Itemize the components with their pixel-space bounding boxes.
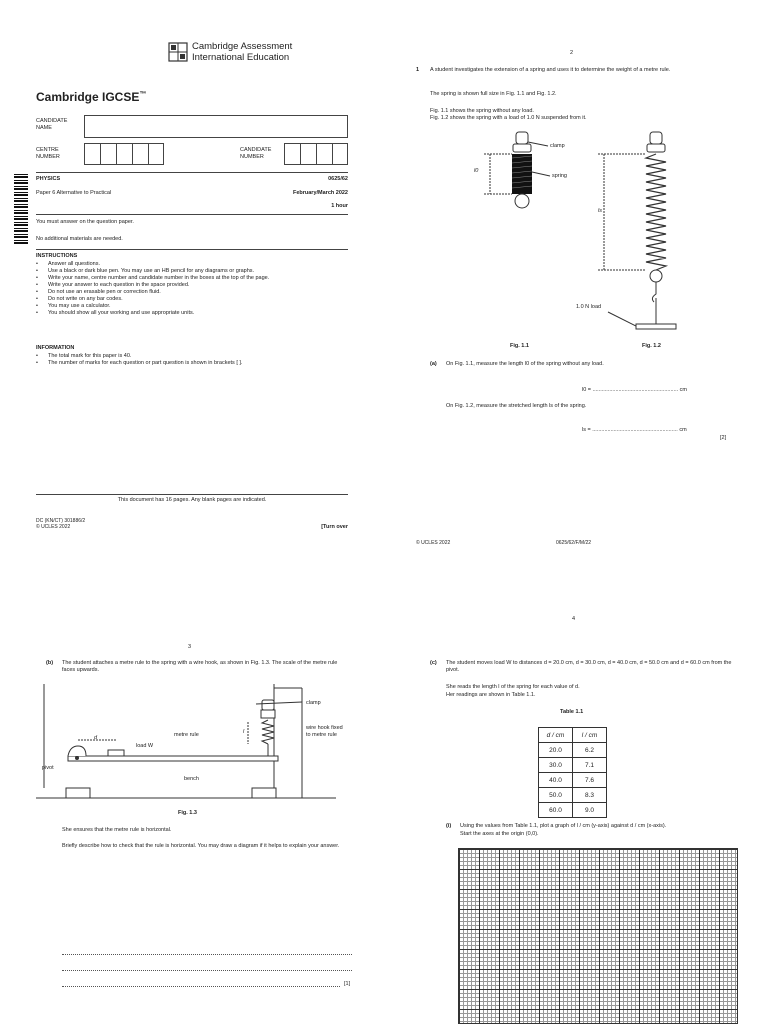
page-2 [384,0,768,560]
table-cell: 6.2 [573,743,607,758]
marks: [1] [344,981,351,987]
footer-copyright: © UCLES 2022 [36,524,71,530]
answer-ls[interactable]: ls = ........................................................ cm [582,427,687,433]
subject: PHYSICS [36,176,61,182]
label-wire-hook: wire hook fixed to metre rule [306,725,343,738]
label-load: 1.0 N load [576,304,602,310]
duration: 1 hour [331,203,348,209]
brand-text: Cambridge IGCSE [36,90,140,104]
part-i-label: (i) [446,823,452,829]
crest-icon [168,42,188,62]
barcode [14,172,28,244]
candidate-number-box[interactable] [284,143,348,165]
table-row [539,743,607,758]
fig12-text: Fig. 1.2 shows the spring with a load of 1.0 N suspended from it. [430,115,587,121]
turn-over: [Turn over [321,524,348,530]
table-cell: 20.0 [539,743,573,758]
part-a-text: On Fig. 1.1, measure the length l0 of the spring without any load. [446,361,604,367]
describe-text: Briefly describe how to check that the rule is horizontal. You may draw a diagram if it helps to explain your answer. [62,843,340,849]
page-number: 2 [570,50,574,56]
table-1-1 [538,727,607,818]
list-item: • You may use a calculator. [36,303,346,310]
candidate-name-label: CANDIDATE NAME [36,118,68,131]
centre-number-box[interactable] [84,143,164,165]
logo-line-2: International Education [192,52,290,63]
fig11-text: Fig. 1.1 shows the spring without any load. [430,108,534,114]
table-cell: 7.6 [573,773,607,788]
session: February/March 2022 [292,190,348,196]
list-item: • Write your name, centre number and candidate number in the boxes at the top of the page. [36,275,346,282]
fig-1-1-caption: Fig. 1.1 [510,343,529,349]
marks: [2] [720,435,727,441]
graph-grid[interactable] [458,848,738,1024]
note-2: No additional materials are needed. [36,236,123,242]
list-item: • The total mark for this paper is 40. [36,353,346,360]
candidate-number-label: CANDIDATE NUMBER [240,147,272,160]
label-clamp: clamp [306,700,321,706]
answer-line[interactable] [62,954,352,955]
table-cell: 8.3 [573,788,607,803]
part-i-text: Using the values from Table 1.1, plot a graph of l / cm (y-axis) against d / cm (x-axis). [460,823,667,829]
instructions-heading: INSTRUCTIONS [36,253,78,259]
answer-line[interactable] [62,970,352,971]
brand-title [36,90,146,104]
footer-ref: DC (KN/CT) 301886/2 [36,518,86,524]
footer-code: 0625/62/F/M/22 [556,540,592,546]
part-a-label: (a) [430,361,437,367]
label-pivot: pivot [42,765,54,771]
footer-copyright: © UCLES 2022 [416,540,451,546]
list-item: • Do not write on any bar codes. [36,296,346,303]
table-ref-text: Her readings are shown in Table 1.1. [446,692,536,698]
horizontal-text: She ensures that the metre rule is horizontal. [62,827,172,833]
answer-l0[interactable]: l0 = ........................................................ cm [582,387,687,393]
table-row [539,773,607,788]
label-l: l [243,729,245,735]
page-3 [0,560,384,1024]
information-list [36,353,346,367]
table-header: l / cm [573,728,607,743]
table-cell: 40.0 [539,773,573,788]
table-cell: 7.1 [573,758,607,773]
centre-number-label: CENTRE NUMBER [36,147,60,160]
table-cell: 9.0 [573,803,607,818]
question-number: 1 [416,67,420,73]
readings-text: She reads the length l of the spring for each value of d. [446,684,580,690]
table-cell: 60.0 [539,803,573,818]
candidate-name-box[interactable] [84,115,348,138]
table-cell: 30.0 [539,758,573,773]
label-l0: l0 [474,168,479,174]
list-item: • Use a black or dark blue pen. You may use an HB pencil for any diagrams or graphs. [36,268,346,275]
answer-line[interactable] [62,986,340,987]
question-intro: A student investigates the extension of a spring and uses it to determine the weight of a metre rule. [430,67,671,73]
page-number: 3 [188,644,192,650]
table-header-row [539,728,607,743]
table-header: d / cm [539,728,573,743]
brand-tm: ™ [139,91,147,98]
document-pages-note: This document has 16 pages. Any blank pages are indicated. [117,497,267,503]
list-item: • Answer all questions. [36,261,346,268]
label-spring: spring [552,173,567,179]
cover-page [0,0,384,560]
part-c-text: The student moves load W to distances d = 20.0 cm, d = 30.0 cm, d = 40.0 cm, d = 50.0 cm and d = 60.0 cm from the pivot. [446,660,732,673]
fig-1-3-caption: Fig. 1.3 [178,810,197,816]
fig-1-2-caption: Fig. 1.2 [642,343,661,349]
logo-line-1: Cambridge Assessment [192,41,293,52]
list-item: • You should show all your working and use appropriate units. [36,310,346,317]
spring-text: The spring is shown full size in Fig. 1.1 and Fig. 1.2. [430,91,557,97]
instructions-list [36,261,346,317]
part-i-axes-text: Start the axes at the origin (0,0). [460,831,539,837]
paper-code: 0625/62 [328,176,348,182]
information-heading: INFORMATION [36,345,75,351]
label-bench: bench [184,776,199,782]
part-a2-text: On Fig. 1.2, measure the stretched length ls of the spring. [446,403,587,409]
label-ls: ls [598,208,602,214]
table-row [539,758,607,773]
part-c-label: (c) [430,660,437,666]
fig-1-2-diagram [594,128,714,338]
list-item: • Do not use an erasable pen or correction fluid. [36,289,346,296]
list-item: • Write your answer to each question in the space provided. [36,282,346,289]
label-clamp: clamp [550,143,565,149]
table-row [539,788,607,803]
table-row [539,803,607,818]
label-load-w: load W [136,743,154,749]
page-number: 4 [572,616,576,622]
page-4 [384,560,768,1024]
table-title: Table 1.1 [560,709,584,715]
note-1: You must answer on the question paper. [36,219,134,225]
label-d: d [94,735,98,741]
part-b-text: The student attaches a metre rule to the spring with a wire hook, as shown in Fig. 1.3. The scale of the metre rule faces upwards. [62,660,338,673]
fig-1-3-diagram [36,680,336,806]
part-b-label: (b) [46,660,54,666]
paper-name: Paper 6 Alternative to Practical [36,190,112,196]
fig-1-1-diagram [470,128,590,218]
table-cell: 50.0 [539,788,573,803]
list-item: • The number of marks for each question or part question is shown in brackets [ ]. [36,360,346,367]
label-metre-rule: metre rule [174,732,199,738]
cambridge-logo [168,40,328,64]
